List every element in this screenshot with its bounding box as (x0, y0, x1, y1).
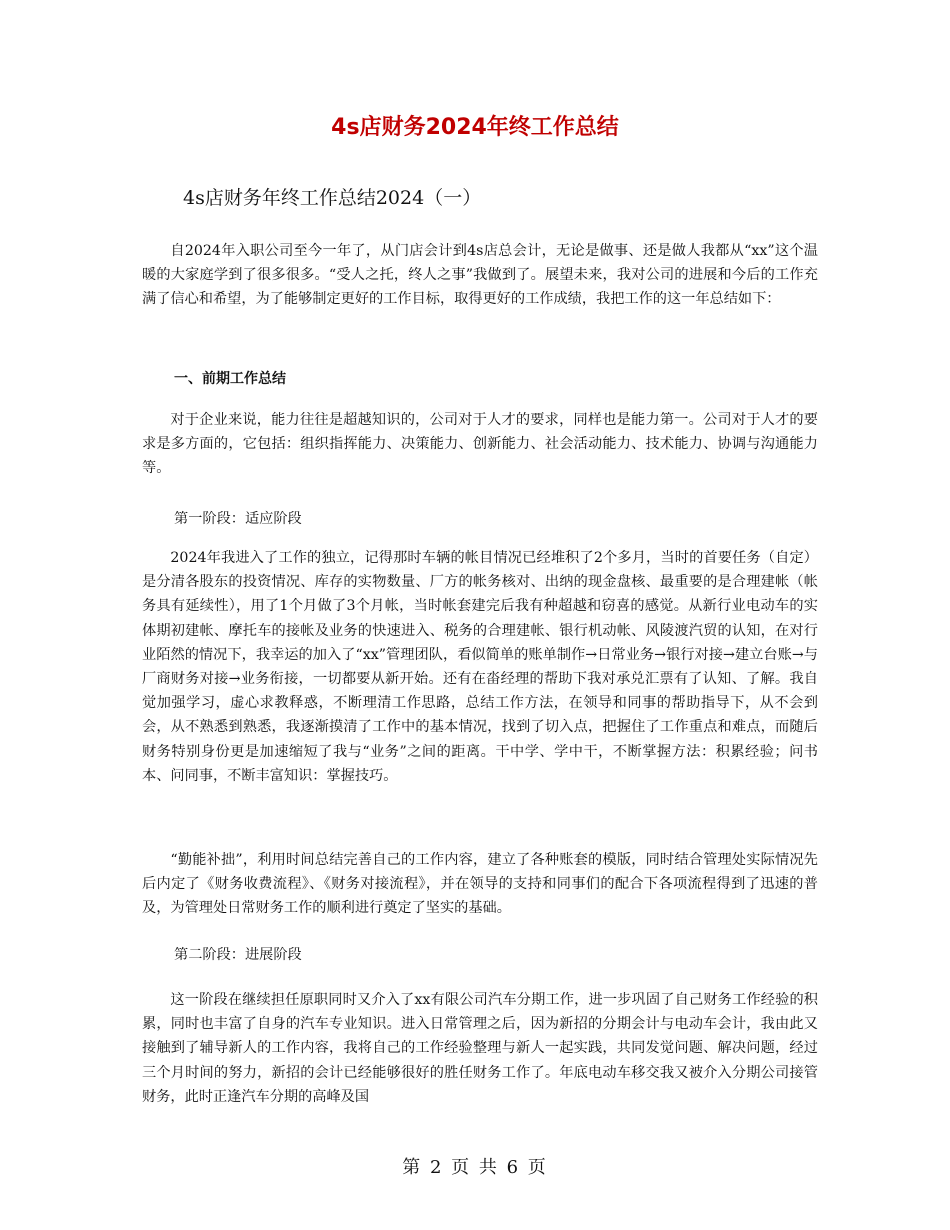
stage1-paragraph2: “勤能补拙”，利用时间总结完善自己的工作内容，建立了各种账套的模版，同时结合管理处实际情况先后内定了《财务收费流程》、《财务对接流程》，并在领导的支持和同事们的配合下各项流程得到了迅速的普及，为管理处日常财务工作的顺利进行奠定了坚实的基础。 (142, 852, 818, 917)
stage2-paragraph: 这一阶段在继续担任原职同时又介入了xx有限公司汽车分期工作，进一步巩固了自己财务工作经验的积累，同时也丰富了自身的汽车专业知识。进入日常管理之后，因为新招的分期会计与电动车会计，我由此又接触到了辅导新人的工作内容，我将自己的工作经验整理与新人一起实践，共同发觉问题、解决问题，经过三个月时间的努力，新招的会计已经能够很好的胜任财务工作了。年底电动车移交我又被介入分期公司接管财务，此时正逢汽车分期的高峰及国 (142, 992, 818, 1105)
section1-paragraph: 对于企业来说，能力往往是超越知识的，公司对于人才的要求，同样也是能力第一。公司对于人才的要求是多方面的，它包括：组织指挥能力、决策能力、创新能力、社会活动能力、技术能力、协调与沟通能力等。 (142, 412, 818, 477)
stage1-paragraph-block (142, 546, 818, 788)
section1-heading: 一、前期工作总结 (174, 371, 286, 387)
stage1-label: 第一阶段：适应阶段 (174, 511, 302, 527)
document-subtitle: 4s店财务年终工作总结2024（一） (183, 187, 482, 209)
document-title: 4s店财务2024年终工作总结 (331, 115, 619, 140)
stage2-label: 第二阶段：进展阶段 (174, 947, 302, 963)
stage2-paragraph-block (142, 988, 818, 1109)
section1-paragraph-block (142, 408, 818, 481)
stage1-paragraph2-block (142, 848, 818, 921)
intro-paragraph-block (142, 239, 818, 312)
intro-paragraph: 自2024年入职公司至今一年了，从门店会计到4s店总会计，无论是做事、还是做人我都从“xx”这个温暖的大家庭学到了很多很多。“受人之托，终人之事”我做到了。展望未来，我对公司的进展和今后的工作充满了信心和希望，为了能够制定更好的工作目标，取得更好的工作成绩，我把工作的这一年总结如下： (142, 243, 818, 308)
stage1-paragraph: 2024年我进入了工作的独立，记得那时车辆的帐目情况已经堆积了2个多月，当时的首要任务（自定）是分清各股东的投资情况、库存的实物数量、厂方的帐务核对、出纳的现金盘核、最重要的是合理建帐（帐务具有延续性），用了1个月做了3个月帐，当时帐套建完后我有种超越和窃喜的感觉。从新行业电动车的实体期初建帐、摩托车的接帐及业务的快速进入、税务的合理建帐、银行机动帐、风陵渡汽贸的认知，在对行业陌然的情况下，我幸运的加入了“xx”管理团队，看似简单的账单制作→日常业务→银行对接→建立台账→与厂商财务对接→业务衔接，一切都要从新开始。还有在畓经理的帮助下我对承兑汇票有了认知、了解。我自觉加强学习，虚心求教释惑，不断理清工作思路，总结工作方法，在领导和同事的帮助指导下，从不会到会，从不熟悉到熟悉，我逐渐摸清了工作中的基本情况，找到了切入点，把握住了工作重点和难点，而随后财务特别身份更是加速缩短了我与“业务”之间的距离。干中学、学中干，不断掌握方法：积累经验；问书本、问同事，不断丰富知识：掌握技巧。 (142, 550, 818, 784)
page-footer: 第 2 页 共 6 页 (402, 1157, 548, 1178)
